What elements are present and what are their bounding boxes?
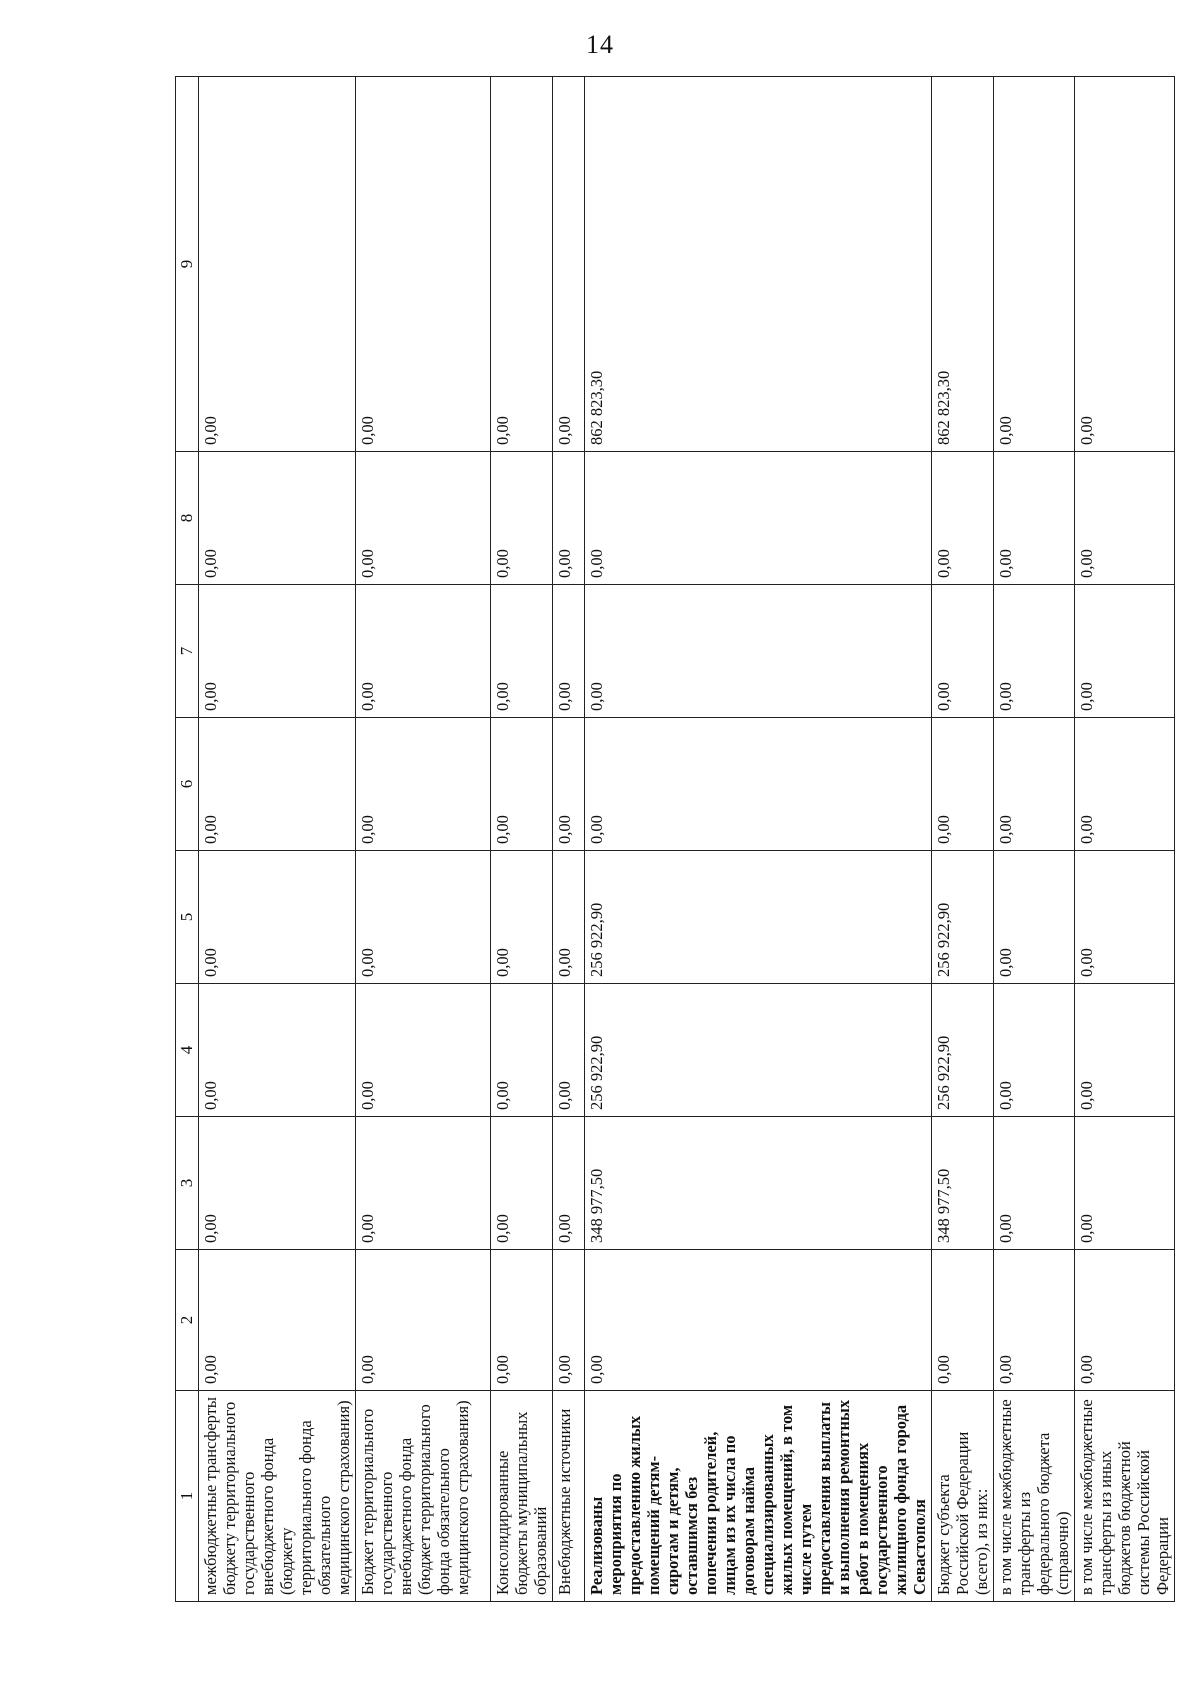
column-header: 6 [176,718,199,851]
value-cell: 0,00 [585,1250,932,1391]
rotated-table-frame [175,77,1172,1602]
value-cell: 0,00 [585,585,932,718]
value-cell: 0,00 [994,984,1075,1117]
value-cell: 0,00 [1075,585,1175,718]
value-cell: 0,00 [491,1250,553,1391]
value-cell: 0,00 [553,984,585,1117]
row-label: в том числе межбюджетные трансферты из федерального бюджета (справочно) [994,1391,1075,1602]
value-cell: 0,00 [932,718,994,851]
value-cell: 0,00 [994,1250,1075,1391]
table-row [491,77,553,1602]
value-cell: 862 823,30 [932,77,994,452]
value-cell: 0,00 [1075,1117,1175,1250]
value-cell: 0,00 [491,77,553,452]
value-cell: 0,00 [1075,851,1175,984]
value-cell: 0,00 [553,585,585,718]
value-cell: 0,00 [491,1117,553,1250]
value-cell: 0,00 [199,718,356,851]
value-cell: 0,00 [199,585,356,718]
value-cell: 0,00 [585,452,932,585]
table-row [1075,77,1175,1602]
row-label: Консолидированные бюджеты муниципальных образований [491,1391,553,1602]
value-cell: 0,00 [1075,452,1175,585]
value-cell: 0,00 [1075,77,1175,452]
value-cell: 0,00 [199,984,356,1117]
table-row [199,77,356,1602]
value-cell: 0,00 [199,1250,356,1391]
value-cell: 0,00 [553,1250,585,1391]
value-cell: 0,00 [356,1250,491,1391]
table-row [932,77,994,1602]
value-cell: 0,00 [491,851,553,984]
value-cell: 256 922,90 [585,984,932,1117]
value-cell: 0,00 [1075,1250,1175,1391]
row-label: Бюджет субъекта Российской Федерации (всего), из них: [932,1391,994,1602]
column-header: 5 [176,851,199,984]
value-cell: 348 977,50 [932,1117,994,1250]
value-cell: 0,00 [994,452,1075,585]
value-cell: 0,00 [356,984,491,1117]
value-cell: 0,00 [356,77,491,452]
value-cell: 0,00 [994,851,1075,984]
budget-table [175,76,1175,1602]
value-cell: 0,00 [491,984,553,1117]
column-header: 9 [176,77,199,452]
value-cell: 0,00 [932,452,994,585]
value-cell: 862 823,30 [585,77,932,452]
row-label: Внебюджетные источники [553,1391,585,1602]
value-cell: 0,00 [199,851,356,984]
value-cell: 0,00 [356,851,491,984]
value-cell: 0,00 [553,77,585,452]
column-header: 4 [176,984,199,1117]
rotated-table-container [175,77,1172,1602]
value-cell: 0,00 [994,718,1075,851]
value-cell: 256 922,90 [932,984,994,1117]
page-number: 14 [586,30,614,59]
value-cell: 0,00 [199,452,356,585]
row-label: Реализованы мероприятия по предоставлению жилых помещений детям-сиротам и детям, оставшимся без попечения родителей, лицам из их числа по договорам найма специализированных жилых помещений, в том числе путем предоставления выплаты и выполнения ремонтных работ в помещениях государственного жилищного фонда города Севастополя [585,1391,932,1602]
value-cell: 0,00 [356,452,491,585]
value-cell: 0,00 [199,1117,356,1250]
column-header: 8 [176,452,199,585]
column-header: 1 [176,1391,199,1602]
value-cell: 0,00 [994,1117,1075,1250]
row-label: межбюджетные трансферты бюджету территориального государственного внебюджетного фонда (бюджету территориального фонда обязательного медицинского страхования) [199,1391,356,1602]
value-cell: 0,00 [932,1250,994,1391]
value-cell: 0,00 [553,718,585,851]
value-cell: 0,00 [491,718,553,851]
row-label: Бюджет территориального государственного внебюджетного фонда (бюджет территориального фонда обязательного медицинского страхования) [356,1391,491,1602]
value-cell: 0,00 [491,585,553,718]
value-cell: 0,00 [491,452,553,585]
value-cell: 256 922,90 [932,851,994,984]
value-cell: 0,00 [553,851,585,984]
value-cell: 256 922,90 [585,851,932,984]
column-header: 3 [176,1117,199,1250]
value-cell: 0,00 [932,585,994,718]
value-cell: 0,00 [1075,718,1175,851]
value-cell: 0,00 [1075,984,1175,1117]
table-row [585,77,932,1602]
table-row [553,77,585,1602]
row-label: в том числе межбюджетные трансферты из иных бюджетов бюджетной системы Российской Федерации [1075,1391,1175,1602]
value-cell: 0,00 [585,718,932,851]
value-cell: 0,00 [356,1117,491,1250]
value-cell: 0,00 [356,585,491,718]
value-cell: 348 977,50 [585,1117,932,1250]
column-header: 2 [176,1250,199,1391]
value-cell: 0,00 [553,452,585,585]
value-cell: 0,00 [553,1117,585,1250]
table-row [994,77,1075,1602]
column-header: 7 [176,585,199,718]
table-header-row [176,77,199,1602]
value-cell: 0,00 [994,77,1075,452]
table-row [356,77,491,1602]
table-body [176,77,1175,1602]
value-cell: 0,00 [356,718,491,851]
value-cell: 0,00 [199,77,356,452]
value-cell: 0,00 [994,585,1075,718]
